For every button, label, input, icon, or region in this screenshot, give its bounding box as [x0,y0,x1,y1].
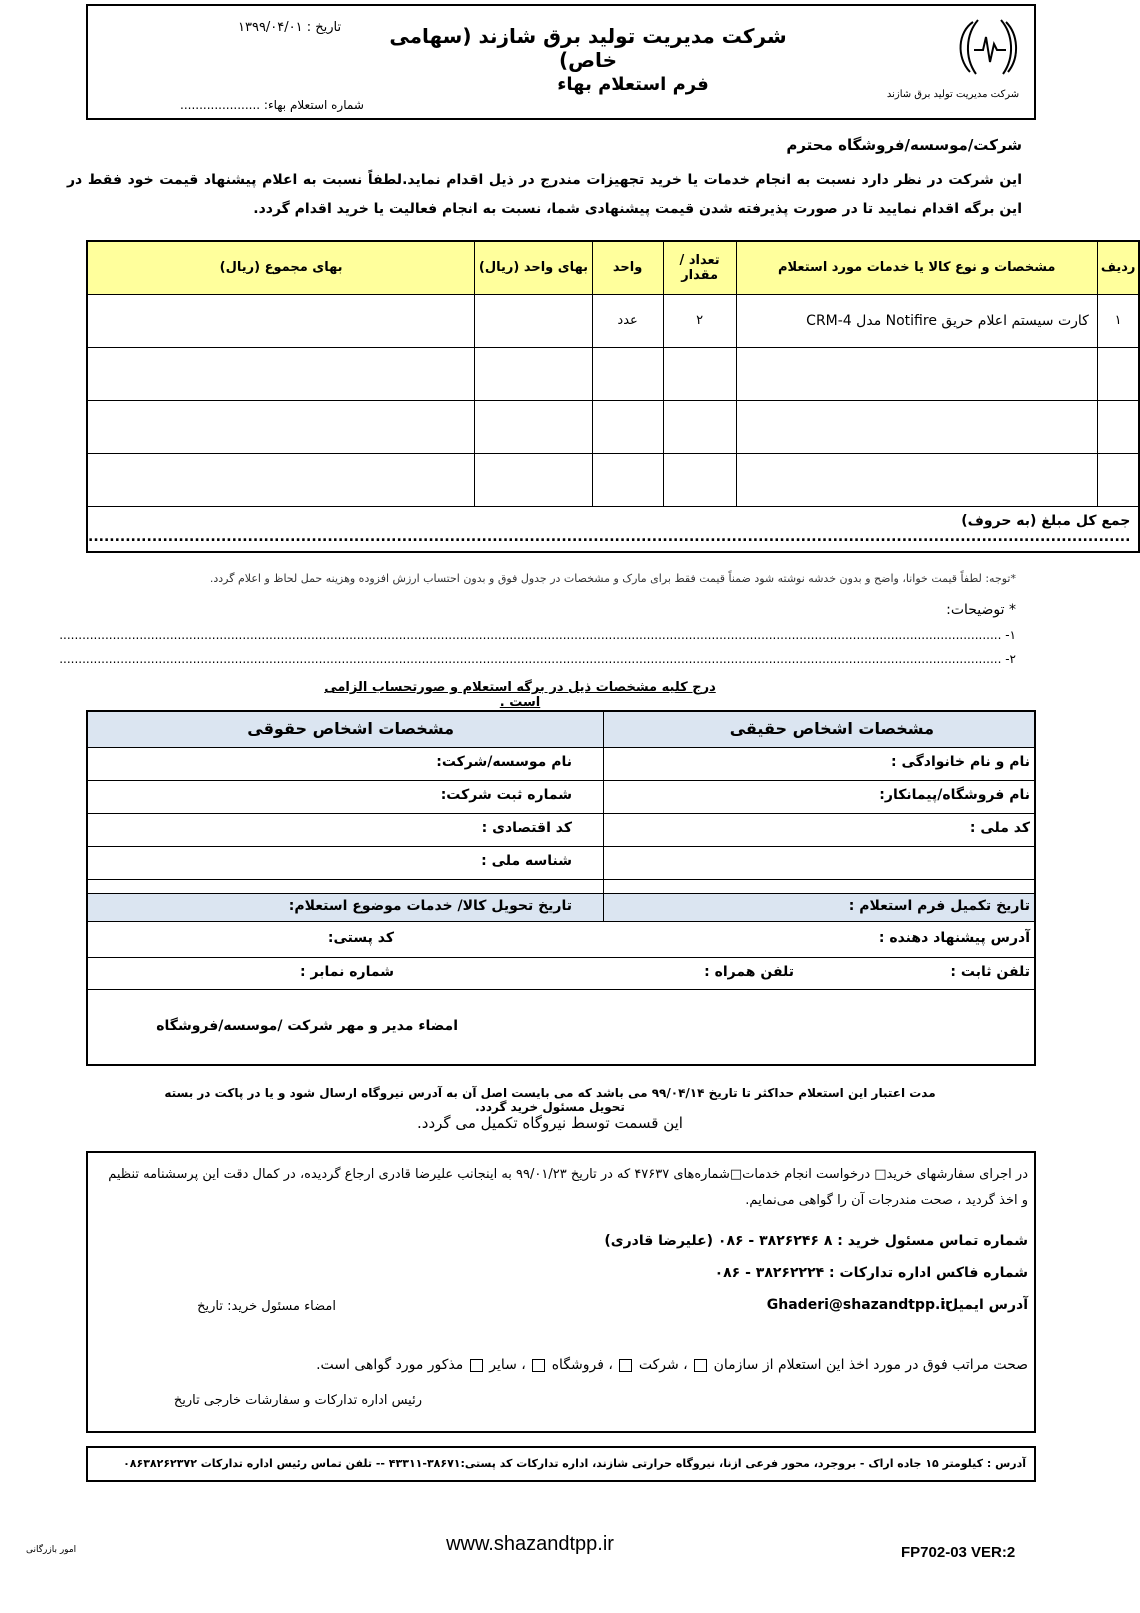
persons-row [88,781,1034,814]
certification-line [316,1357,1028,1373]
phone-field[interactable]: تلفن ثابت : [950,964,1030,980]
explanations-label: * توضیحات: [946,602,1016,618]
company-name: شرکت مدیریت تولید برق شازند (سهامی خاص) [389,24,787,72]
company-logo [878,12,1028,112]
fax-field[interactable]: شماره نمابر : [300,964,394,980]
form-header [86,4,1036,120]
shop-field[interactable]: نام فروشگاه/پیمانکار: [879,787,1030,803]
greeting: شرکت/موسسه/فروشگاه محترم [786,136,1022,154]
persons-row [88,847,1034,880]
cell-description [736,453,1097,506]
price-note: *توجه: لطفاً قیمت خوانا، واضح و بدون خدشه نوشته شود ضمناً قیمت فقط برای مارک و مشخصات در جدول فوق و بدون احتساب ارزش افزوده وهزینه حمل لحاظ و اعلام گردد. [209,572,1016,585]
checkbox-shop[interactable] [532,1359,545,1372]
national-code-field[interactable]: کد ملی : [969,820,1030,836]
form-code: FP702-03 VER:2 [901,1544,1016,1561]
head-signature: رئیس اداره تدارکات و سفارشات خارجی تاریخ [173,1393,422,1408]
postal-code-field[interactable]: کد پستی: [327,930,394,946]
cert-shop: ، فروشگاه [551,1357,613,1373]
plant-section [86,1151,1036,1433]
form-title: فرم استعلام بهاء [557,74,709,95]
cell-total-price[interactable] [87,347,475,400]
cell-unit-price[interactable] [475,400,592,453]
persons-table [86,710,1036,1066]
cert-start: صحت مراتب فوق در مورد اخذ این استعلام از سازمان [713,1357,1028,1373]
plant-fill-note: این قسمت توسط نیروگاه تکمیل می گردد. [417,1114,683,1132]
completion-date-field[interactable]: تاریخ تکمیل فرم استعلام : [848,898,1030,914]
header-total-price: بهای مجموع (ریال) [87,241,475,294]
natural-persons-title: مشخصات اشخاص حقیقی [729,719,934,738]
department-note: امور بازرگانی [26,1545,77,1555]
cell-total-price[interactable] [87,294,475,347]
persons-title-row [88,712,1034,748]
persons-row [88,958,1034,990]
cell-row-number [1097,453,1139,506]
cell-unit-price[interactable] [475,294,592,347]
email-link[interactable]: Ghaderi@shazandtpp.ir [766,1297,952,1313]
website-link[interactable]: www.shazandtpp.ir [446,1533,614,1555]
items-table [86,240,1140,553]
cell-quantity [663,453,736,506]
total-in-words[interactable]: جمع کل مبلغ (به حروف) .................................................................................................................................................................................................... [87,506,1139,552]
header-unit: واحد [592,241,663,294]
table-row [87,453,1139,506]
assignment-line-2: و اخذ گردید ، صحت مندرجات آن را گواهی می‌نمایم. [745,1193,1028,1208]
persons-row [88,748,1034,781]
purchaser-signature: امضاء مسئول خرید: تاریخ [197,1299,336,1314]
svg-text:شرکت مدیریت تولید برق شازند: شرکت مدیریت تولید برق شازند [886,89,1020,100]
institution-field[interactable]: نام موسسه/شرکت: [436,754,572,770]
cell-unit [592,400,663,453]
header-description: مشخصات و نوع کالا یا خدمات مورد استعلام [736,241,1097,294]
cell-description [736,347,1097,400]
table-row [87,294,1139,347]
signature-label[interactable]: امضاء مدیر و مهر شرکت /موسسه/فروشگاه [156,1018,458,1034]
cell-quantity [663,400,736,453]
persons-spacer-row [88,880,1034,894]
cert-end: مذکور مورد گواهی است. [316,1357,464,1373]
delivery-date-field[interactable]: تاریخ تحویل کالا/ خدمات موضوع استعلام: [288,898,572,914]
intro-text: این شرکت در نظر دارد نسبت به انجام خدمات یا خرید تجهیزات مندرج در ذیل اقدام نماید.لطفاً نسبت به اعلام پیشنهاد قیمت خود فقط در این برگه اقدام نمایید تا در صورت پذیرفته شدن قیمت پیشنهادی شما، نسبت به انجام فعالیت یا خرید اقدام گردد. [67,172,1022,217]
cell-quantity [663,347,736,400]
footer-address: آدرس : کیلومتر ۱۵ جاده اراک - بروجرد، محور فرعی ازنا، نیروگاه حرارتی شازند، اداره تدارکات کد پستی:۳۸۶۷۱-۴۳۳۱۱ -- تلفن تماس رئیس اداره تدارکات ۰۸۶۳۸۲۶۲۳۷۲ [86,1446,1036,1482]
cell-row-number [1097,347,1139,400]
assignment-line-1: در اجرای سفارشهای خرید□ درخواست انجام خدمات□شماره‌های ۴۷۶۳۷ که در تاریخ ۹۹/۰۱/۲۳ به اینجانب علیرضا قادری ارجاع گردیده، در کمال دقت این پرسشنامه تنظیم [108,1167,1028,1182]
persons-divider [603,894,604,922]
total-row [87,506,1139,552]
registration-field[interactable]: شماره ثبت شرکت: [440,787,572,803]
persons-row [88,814,1034,847]
email-label: آدرس ایمیل: [940,1297,1028,1313]
cell-unit-price[interactable] [475,453,592,506]
header-row-number: ردیف [1097,241,1139,294]
header-quantity: تعداد / مقدار [663,241,736,294]
mobile-field[interactable]: تلفن همراه : [704,964,794,980]
cell-total-price[interactable] [87,400,475,453]
cell-description [736,400,1097,453]
purchase-contact: شماره تماس مسئول خرید : ۸ ۳۸۲۶۲۴۶ - ۰۸۶ (علیرضا قادری) [604,1233,1028,1249]
checkbox-company[interactable] [619,1359,632,1372]
cell-unit-price[interactable] [475,347,592,400]
cell-row-number: ۱ [1097,294,1139,347]
form-date: تاریخ : ۱۳۹۹/۰۴/۰۱ [238,20,342,35]
mandatory-note: درج کلیه مشخصات ذیل در برگه استعلام و صورتحساب الزامی است . [324,680,716,710]
cell-total-price[interactable] [87,453,475,506]
name-field[interactable]: نام و نام خانوادگی : [890,754,1030,770]
cert-company: ، شرکت [638,1357,688,1373]
explanation-line-1[interactable]: ۱- ....................................................................................................................................................................................................................................................... [59,628,1016,642]
persons-divider [603,712,604,894]
persons-row [88,894,1034,922]
cell-quantity: ۲ [663,294,736,347]
cert-other: ، سایر [489,1357,526,1373]
legal-persons-title: مشخصات اشخاص حقوقی [247,719,454,738]
table-row [87,400,1139,453]
cell-unit: عدد [592,294,663,347]
national-id-field[interactable]: شناسه ملی : [481,853,572,869]
validity-note: مدت اعتبار این استعلام حداکثر تا تاریخ ۹۹/۰۴/۱۴ می باشد که می بایست اصل آن به آدرس نیروگاه ارسال شود و یا در پاکت در بسته تحویل مسئول خرید گردد. [164,1086,936,1114]
header-unit-price: بهای واحد (ریال) [475,241,592,294]
checkbox-other[interactable] [470,1359,483,1372]
economic-code-field[interactable]: کد اقتصادی : [481,820,572,836]
cell-unit [592,347,663,400]
inquiry-number: شماره استعلام بهاء: ..................... [180,98,364,112]
cell-row-number [1097,400,1139,453]
cell-description: کارت سیستم اعلام حریق Notifire مدل CRM-4 [736,294,1097,347]
address-field[interactable]: آدرس پیشنهاد دهنده : [878,930,1030,946]
cell-unit [592,453,663,506]
checkbox-organization[interactable] [694,1359,707,1372]
explanation-line-2[interactable]: ۲- ....................................................................................................................................................................................................................................................... [59,652,1016,666]
items-header-row [87,241,1139,294]
persons-row [88,922,1034,958]
fax-number: شماره فاکس اداره تدارکات : ۳۸۲۶۲۲۲۴ - ۰۸۶ [714,1265,1028,1281]
table-row [87,347,1139,400]
